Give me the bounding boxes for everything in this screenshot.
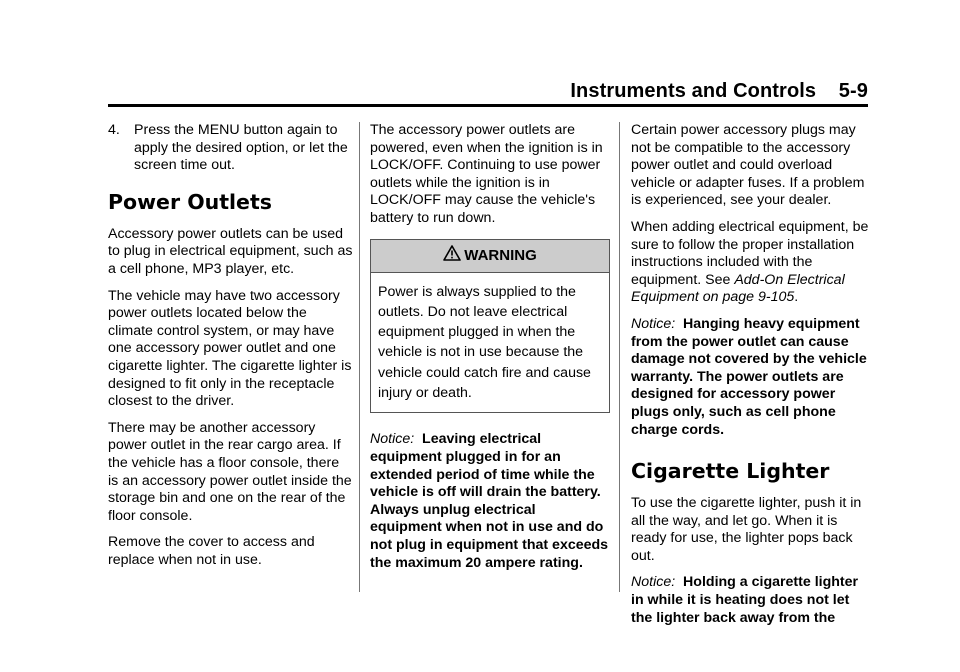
column-divider-1 [359, 122, 360, 592]
column-1 [108, 122, 353, 578]
step-number: 4. [108, 122, 120, 138]
paragraph: To use the cigarette lighter, push it in all the way, and let go. When it is ready for use, the lighter pops back out. [631, 495, 862, 564]
notice-label: Notice: [370, 431, 415, 448]
warning-label: WARNING [464, 246, 537, 264]
paragraph: The vehicle may have two accessory power outlets located below the climate control system, or may have one accessory power outlet and one cigarette lighter. The cigarette lighter is designed to fit only in the receptacle closest to the driver. [108, 287, 352, 410]
notice-text: Holding a cigarette lighter in while it is heating does not let the lighter back away from the [631, 574, 859, 626]
paragraph-with-reference [631, 219, 871, 307]
paragraph: Accessory power outlets can be used to plug in electrical equipment, such as a cell phone, MP3 player, etc. [108, 225, 353, 277]
notice-label: Notice: [631, 315, 676, 332]
paragraph-text: When adding electrical equipment, be sure to follow the proper installation instructions included with the equipment. See [631, 218, 869, 288]
notice-label: Notice: [631, 574, 676, 591]
page-number: 5-9 [838, 80, 868, 102]
cross-reference-link[interactable]: Add-On Electrical Equipment on page 9-105 [631, 271, 845, 306]
warning-header [371, 240, 609, 273]
paragraph: Remove the cover to access and replace when not in use. [108, 534, 315, 568]
notice-paragraph [631, 574, 871, 627]
paragraph-end: . [794, 289, 799, 306]
notice-text: Hanging heavy equipment from the power outlet can cause damage not covered by the vehicle warranty. The power outlets are designed for accessory power plugs only, such as cell phone charge cords. [631, 315, 867, 438]
paragraph: Certain power accessory plugs may not be compatible to the accessory power outlet and could overload vehicle or adapter fuses. If a problem is experienced, see your dealer. [631, 122, 865, 209]
section-name: Instruments and Controls [570, 80, 817, 102]
column-2 [370, 122, 610, 581]
numbered-step [108, 122, 353, 175]
section-title [570, 80, 868, 103]
paragraph: There may be another accessory power outlet in the rear cargo area. If the vehicle has a floor console, there is an accessory power outlet inside the storage bin and one on the rear of the floor console. [108, 419, 352, 524]
warning-icon [443, 245, 464, 266]
header-rule [108, 104, 868, 107]
warning-text: Power is always supplied to the outlets. Do not leave electrical equipment plugged in when the vehicle is not in use because the vehicle could catch fire and cause injury or death. [378, 283, 591, 402]
section-heading-cigarette-lighter: Cigarette Lighter [631, 459, 830, 484]
column-3 [631, 122, 871, 636]
page-header [98, 80, 868, 104]
notice-text: Leaving electrical equipment plugged in for an extended period of time while the vehicle is off will drain the battery. Always unplug electrical equipment when not in use and do not plug in equipment that exceeds the maximum 20 ampere rating. [370, 431, 609, 571]
paragraph: The accessory power outlets are powered, even when the ignition is in LOCK/OFF. Continuing to use power outlets while the ignition is in LOCK/OFF may cause the vehicle's battery to run down. [370, 122, 603, 226]
notice-paragraph [631, 316, 871, 439]
notice-paragraph [370, 431, 610, 572]
section-heading-power-outlets: Power Outlets [108, 189, 272, 214]
column-divider-2 [619, 122, 620, 592]
warning-box [370, 239, 610, 414]
step-text: Press the MENU button again to apply the desired option, or let the screen time out. [134, 122, 348, 174]
